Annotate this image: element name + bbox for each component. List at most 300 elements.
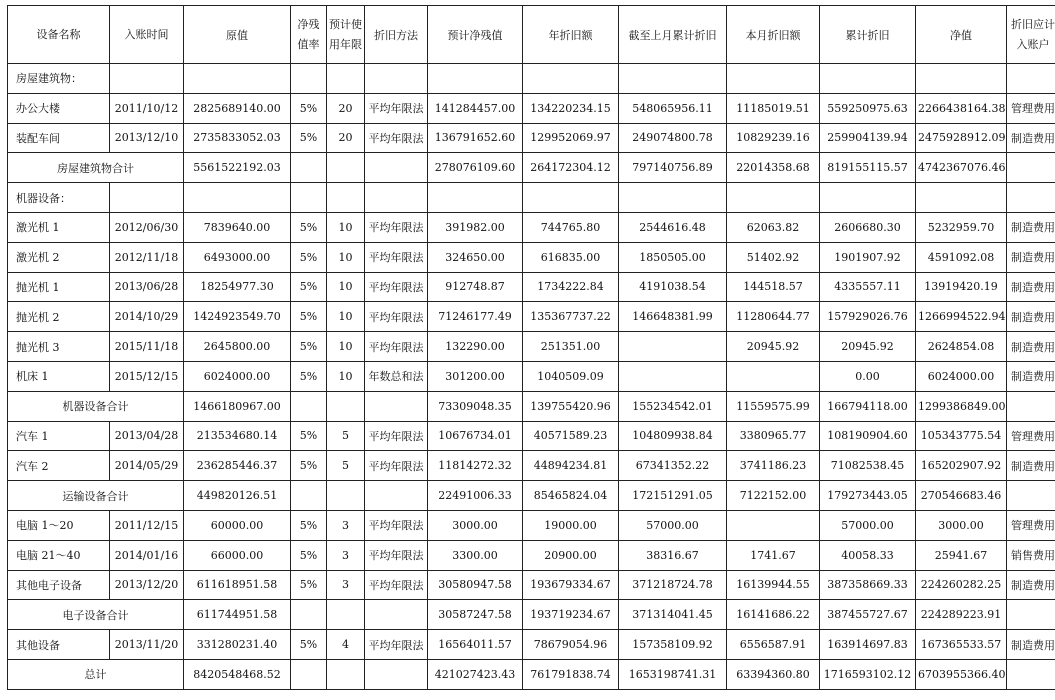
table-cell: 73309048.35	[428, 391, 523, 421]
table-cell: 139755420.96	[523, 391, 619, 421]
table-cell: 8420548468.52	[184, 659, 291, 689]
table-cell: 其他电子设备	[8, 570, 110, 600]
table-cell: 136791652.60	[428, 123, 523, 153]
table-cell	[327, 64, 365, 94]
table-cell: 5%	[291, 302, 327, 332]
table-cell: 371314041.45	[619, 600, 727, 630]
table-cell: 2013/04/28	[110, 421, 184, 451]
table-cell: 2014/10/29	[110, 302, 184, 332]
header-cell: 折旧方法	[365, 6, 428, 64]
table-cell	[523, 64, 619, 94]
table-cell: 电脑 21～40	[8, 540, 110, 570]
table-cell: 年数总和法	[365, 361, 428, 391]
table-cell: 2013/12/20	[110, 570, 184, 600]
table-cell: 1266994522.94	[916, 302, 1007, 332]
table-cell	[1007, 391, 1055, 421]
header-cell: 预计使用年限	[327, 6, 365, 64]
table-cell: 7122152.00	[727, 481, 820, 511]
header-cell: 本月折旧额	[727, 6, 820, 64]
table-cell: 5%	[291, 332, 327, 362]
table-cell	[820, 64, 916, 94]
table-cell: 19000.00	[523, 510, 619, 540]
table-cell: 819155115.57	[820, 153, 916, 183]
table-cell: 67341352.22	[619, 451, 727, 481]
table-cell: 18254977.30	[184, 272, 291, 302]
table-cell: 2011/10/12	[110, 93, 184, 123]
table-cell: 7839640.00	[184, 212, 291, 242]
table-cell: 制造费用	[1007, 570, 1055, 600]
table-cell: 108190904.60	[820, 421, 916, 451]
table-cell: 391982.00	[428, 212, 523, 242]
table-cell: 44894234.81	[523, 451, 619, 481]
table-cell: 1040509.09	[523, 361, 619, 391]
table-cell: 2606680.30	[820, 212, 916, 242]
table-cell: 汽车 1	[8, 421, 110, 451]
table-cell	[365, 391, 428, 421]
table-cell: 5%	[291, 361, 327, 391]
table-cell: 5%	[291, 630, 327, 660]
table-cell	[327, 600, 365, 630]
table-cell	[327, 659, 365, 689]
table-cell: 193679334.67	[523, 570, 619, 600]
table-cell: 16141686.22	[727, 600, 820, 630]
table-cell: 611744951.58	[184, 600, 291, 630]
table-row	[8, 332, 1055, 362]
table-cell	[365, 153, 428, 183]
table-cell: 5%	[291, 451, 327, 481]
table-cell: 157929026.76	[820, 302, 916, 332]
header-cell: 净残值率	[291, 6, 327, 64]
table-row	[8, 361, 1055, 391]
table-cell: 机器设备合计	[8, 391, 184, 421]
table-cell: 2645800.00	[184, 332, 291, 362]
table-cell: 制造费用	[1007, 242, 1055, 272]
table-cell: 270546683.46	[916, 481, 1007, 511]
table-cell: 平均年限法	[365, 242, 428, 272]
table-cell: 10	[327, 272, 365, 302]
table-cell: 5%	[291, 212, 327, 242]
table-cell: 3	[327, 540, 365, 570]
table-cell: 193719234.67	[523, 600, 619, 630]
table-cell: 155234542.01	[619, 391, 727, 421]
table-cell: 5232959.70	[916, 212, 1007, 242]
table-cell	[365, 183, 428, 213]
table-cell: 运输设备合计	[8, 481, 184, 511]
table-row	[8, 630, 1055, 660]
table-cell: 制造费用	[1007, 272, 1055, 302]
table-cell: 2013/11/20	[110, 630, 184, 660]
table-cell	[110, 64, 184, 94]
table-cell: 249074800.78	[619, 123, 727, 153]
table-cell: 10	[327, 242, 365, 272]
table-cell: 104809938.84	[619, 421, 727, 451]
table-cell: 165202907.92	[916, 451, 1007, 481]
table-cell: 1716593102.12	[820, 659, 916, 689]
table-cell	[291, 183, 327, 213]
table-cell: 5%	[291, 570, 327, 600]
table-cell	[1007, 659, 1055, 689]
table-cell: 抛光机 2	[8, 302, 110, 332]
table-cell	[327, 481, 365, 511]
table-cell: 装配车间	[8, 123, 110, 153]
table-cell: 3	[327, 510, 365, 540]
table-cell: 平均年限法	[365, 332, 428, 362]
header-row	[8, 6, 1055, 64]
table-cell: 5%	[291, 242, 327, 272]
table-cell: 236285446.37	[184, 451, 291, 481]
table-cell	[291, 391, 327, 421]
table-cell: 5%	[291, 93, 327, 123]
table-cell: 63394360.80	[727, 659, 820, 689]
table-cell: 611618951.58	[184, 570, 291, 600]
table-cell: 抛光机 3	[8, 332, 110, 362]
table-cell	[916, 183, 1007, 213]
table-cell: 66000.00	[184, 540, 291, 570]
table-cell: 40058.33	[820, 540, 916, 570]
table-cell: 4591092.08	[916, 242, 1007, 272]
table-cell: 平均年限法	[365, 510, 428, 540]
table-row	[8, 212, 1055, 242]
table-cell: 30587247.58	[428, 600, 523, 630]
table-cell: 2735833052.03	[184, 123, 291, 153]
table-cell: 2544616.48	[619, 212, 727, 242]
table-cell: 6024000.00	[916, 361, 1007, 391]
table-cell: 132290.00	[428, 332, 523, 362]
table-cell: 1901907.92	[820, 242, 916, 272]
table-cell	[619, 183, 727, 213]
table-cell: 278076109.60	[428, 153, 523, 183]
table-cell: 616835.00	[523, 242, 619, 272]
table-cell: 2012/11/18	[110, 242, 184, 272]
table-cell: 平均年限法	[365, 570, 428, 600]
table-cell	[727, 361, 820, 391]
table-cell: 105343775.54	[916, 421, 1007, 451]
table-cell: 管理费用	[1007, 510, 1055, 540]
table-cell: 387358669.33	[820, 570, 916, 600]
table-cell: 11559575.99	[727, 391, 820, 421]
table-cell: 销售费用	[1007, 540, 1055, 570]
header-cell: 设备名称	[8, 6, 110, 64]
table-cell	[365, 481, 428, 511]
table-cell: 331280231.40	[184, 630, 291, 660]
table-cell	[428, 64, 523, 94]
table-cell: 38316.67	[619, 540, 727, 570]
table-cell: 179273443.05	[820, 481, 916, 511]
table-cell: 371218724.78	[619, 570, 727, 600]
table-cell: 2825689140.00	[184, 93, 291, 123]
table-cell: 2014/05/29	[110, 451, 184, 481]
section-row	[8, 64, 1055, 94]
table-cell: 5	[327, 451, 365, 481]
table-cell: 办公大楼	[8, 93, 110, 123]
table-cell: 1424923549.70	[184, 302, 291, 332]
table-cell: 5%	[291, 510, 327, 540]
table-cell: 平均年限法	[365, 421, 428, 451]
table-cell: 5%	[291, 272, 327, 302]
table-cell: 166794118.00	[820, 391, 916, 421]
table-cell: 60000.00	[184, 510, 291, 540]
table-cell	[727, 510, 820, 540]
table-cell	[820, 183, 916, 213]
table-cell: 71082538.45	[820, 451, 916, 481]
table-cell	[619, 64, 727, 94]
table-cell: 0.00	[820, 361, 916, 391]
table-cell: 3	[327, 570, 365, 600]
table-cell	[365, 600, 428, 630]
table-cell	[428, 183, 523, 213]
table-cell: 20900.00	[523, 540, 619, 570]
table-cell: 761791838.74	[523, 659, 619, 689]
table-cell: 1734222.84	[523, 272, 619, 302]
table-cell: 3300.00	[428, 540, 523, 570]
table-cell	[365, 659, 428, 689]
table-cell: 平均年限法	[365, 272, 428, 302]
table-cell: 制造费用	[1007, 630, 1055, 660]
table-cell	[184, 64, 291, 94]
table-cell: 1466180967.00	[184, 391, 291, 421]
table-cell: 总计	[8, 659, 184, 689]
table-cell	[1007, 600, 1055, 630]
table-cell: 4	[327, 630, 365, 660]
table-cell: 2266438164.38	[916, 93, 1007, 123]
subtotal-row	[8, 481, 1055, 511]
table-cell: 5	[327, 421, 365, 451]
table-cell	[1007, 153, 1055, 183]
table-cell: 6493000.00	[184, 242, 291, 272]
table-cell: 172151291.05	[619, 481, 727, 511]
table-cell: 25941.67	[916, 540, 1007, 570]
table-cell: 251351.00	[523, 332, 619, 362]
subtotal-row	[8, 391, 1055, 421]
table-cell	[523, 183, 619, 213]
table-cell: 157358109.92	[619, 630, 727, 660]
table-cell: 40571589.23	[523, 421, 619, 451]
table-cell: 134220234.15	[523, 93, 619, 123]
table-row	[8, 302, 1055, 332]
table-cell: 548065956.11	[619, 93, 727, 123]
table-cell: 5%	[291, 540, 327, 570]
table-row	[8, 123, 1055, 153]
table-body	[8, 64, 1055, 690]
table-cell: 224289223.91	[916, 600, 1007, 630]
table-cell: 管理费用	[1007, 93, 1055, 123]
table-cell: 85465824.04	[523, 481, 619, 511]
table-cell: 2014/01/16	[110, 540, 184, 570]
table-cell	[110, 183, 184, 213]
table-cell: 其他设备	[8, 630, 110, 660]
table-cell: 10829239.16	[727, 123, 820, 153]
table-cell: 387455727.67	[820, 600, 916, 630]
table-row	[8, 421, 1055, 451]
table-cell: 324650.00	[428, 242, 523, 272]
table-cell: 144518.57	[727, 272, 820, 302]
table-cell: 平均年限法	[365, 540, 428, 570]
table-cell: 制造费用	[1007, 302, 1055, 332]
header-cell: 入账时间	[110, 6, 184, 64]
table-cell: 房屋建筑物合计	[8, 153, 184, 183]
table-cell: 11185019.51	[727, 93, 820, 123]
table-cell: 平均年限法	[365, 630, 428, 660]
table-cell	[184, 183, 291, 213]
table-cell: 301200.00	[428, 361, 523, 391]
table-cell: 房屋建筑物：	[8, 64, 110, 94]
table-row	[8, 451, 1055, 481]
table-cell	[727, 64, 820, 94]
table-cell: 912748.87	[428, 272, 523, 302]
table-cell: 22491006.33	[428, 481, 523, 511]
table-cell: 71246177.49	[428, 302, 523, 332]
table-cell: 6703955366.40	[916, 659, 1007, 689]
table-cell: 6556587.91	[727, 630, 820, 660]
header-cell: 年折旧额	[523, 6, 619, 64]
table-cell: 224260282.25	[916, 570, 1007, 600]
header-cell: 截至上月累计折旧	[619, 6, 727, 64]
table-cell: 3380965.77	[727, 421, 820, 451]
header-cell: 累计折旧	[820, 6, 916, 64]
table-cell: 5%	[291, 421, 327, 451]
table-cell: 10	[327, 332, 365, 362]
table-cell: 22014358.68	[727, 153, 820, 183]
table-cell	[619, 332, 727, 362]
table-row	[8, 93, 1055, 123]
table-cell: 1741.67	[727, 540, 820, 570]
table-row	[8, 510, 1055, 540]
table-cell: 16139944.55	[727, 570, 820, 600]
table-cell	[291, 64, 327, 94]
table-cell: 421027423.43	[428, 659, 523, 689]
table-cell: 20	[327, 123, 365, 153]
table-cell: 259904139.94	[820, 123, 916, 153]
subtotal-row	[8, 600, 1055, 630]
header-cell: 净值	[916, 6, 1007, 64]
header-cell: 预计净残值	[428, 6, 523, 64]
table-cell: 163914697.83	[820, 630, 916, 660]
table-cell	[327, 391, 365, 421]
table-cell: 10	[327, 212, 365, 242]
table-cell: 30580947.58	[428, 570, 523, 600]
table-cell: 1850505.00	[619, 242, 727, 272]
table-cell: 平均年限法	[365, 451, 428, 481]
table-cell: 3741186.23	[727, 451, 820, 481]
table-cell: 10	[327, 302, 365, 332]
table-cell: 电子设备合计	[8, 600, 184, 630]
table-cell: 5561522192.03	[184, 153, 291, 183]
table-cell: 141284457.00	[428, 93, 523, 123]
table-cell: 平均年限法	[365, 302, 428, 332]
table-cell: 激光机 1	[8, 212, 110, 242]
table-cell: 11280644.77	[727, 302, 820, 332]
table-cell: 平均年限法	[365, 212, 428, 242]
table-cell: 制造费用	[1007, 361, 1055, 391]
table-cell: 2012/06/30	[110, 212, 184, 242]
table-cell: 449820126.51	[184, 481, 291, 511]
table-cell: 2013/06/28	[110, 272, 184, 302]
table-cell: 3000.00	[428, 510, 523, 540]
table-cell: 13919420.19	[916, 272, 1007, 302]
table-cell: 机床 1	[8, 361, 110, 391]
table-cell: 2624854.08	[916, 332, 1007, 362]
table-cell	[365, 64, 428, 94]
table-cell: 4742367076.46	[916, 153, 1007, 183]
table-cell: 146648381.99	[619, 302, 727, 332]
table-cell: 电脑 1～20	[8, 510, 110, 540]
table-cell	[727, 183, 820, 213]
table-cell: 559250975.63	[820, 93, 916, 123]
table-cell: 20945.92	[727, 332, 820, 362]
table-cell: 制造费用	[1007, 123, 1055, 153]
table-cell: 797140756.89	[619, 153, 727, 183]
table-cell: 平均年限法	[365, 93, 428, 123]
table-cell: 制造费用	[1007, 332, 1055, 362]
table-cell: 1299386849.00	[916, 391, 1007, 421]
table-cell: 管理费用	[1007, 421, 1055, 451]
header-cell: 折旧应计入账户	[1007, 6, 1055, 64]
subtotal-row	[8, 153, 1055, 183]
table-cell: 744765.80	[523, 212, 619, 242]
table-cell: 2015/11/18	[110, 332, 184, 362]
table-cell	[291, 659, 327, 689]
table-cell: 2475928912.09	[916, 123, 1007, 153]
table-cell: 抛光机 1	[8, 272, 110, 302]
table-cell: 1653198741.31	[619, 659, 727, 689]
table-cell: 3000.00	[916, 510, 1007, 540]
table-cell: 制造费用	[1007, 451, 1055, 481]
table-cell: 6024000.00	[184, 361, 291, 391]
table-cell	[291, 600, 327, 630]
table-cell	[1007, 183, 1055, 213]
section-row	[8, 183, 1055, 213]
table-cell: 20945.92	[820, 332, 916, 362]
table-cell	[619, 361, 727, 391]
table-cell: 2011/12/15	[110, 510, 184, 540]
table-cell: 汽车 2	[8, 451, 110, 481]
table-row	[8, 570, 1055, 600]
table-cell	[291, 153, 327, 183]
table-cell: 62063.82	[727, 212, 820, 242]
subtotal-row	[8, 659, 1055, 689]
table-cell: 4335557.11	[820, 272, 916, 302]
table-cell	[327, 153, 365, 183]
table-cell: 135367737.22	[523, 302, 619, 332]
table-cell: 129952069.97	[523, 123, 619, 153]
table-cell: 2015/12/15	[110, 361, 184, 391]
depreciation-table	[7, 5, 1055, 690]
table-cell: 16564011.57	[428, 630, 523, 660]
table-cell	[1007, 64, 1055, 94]
table-cell: 264172304.12	[523, 153, 619, 183]
table-cell: 4191038.54	[619, 272, 727, 302]
table-cell: 平均年限法	[365, 123, 428, 153]
table-cell	[916, 64, 1007, 94]
table-cell: 51402.92	[727, 242, 820, 272]
table-row	[8, 272, 1055, 302]
table-cell: 10	[327, 361, 365, 391]
header-cell: 原值	[184, 6, 291, 64]
table-row	[8, 540, 1055, 570]
table-cell: 机器设备：	[8, 183, 110, 213]
table-cell	[1007, 481, 1055, 511]
table-cell: 78679054.96	[523, 630, 619, 660]
table-cell: 20	[327, 93, 365, 123]
table-cell: 激光机 2	[8, 242, 110, 272]
table-cell: 167365533.57	[916, 630, 1007, 660]
table-cell: 2013/12/10	[110, 123, 184, 153]
table-row	[8, 242, 1055, 272]
table-cell: 10676734.01	[428, 421, 523, 451]
table-cell: 57000.00	[820, 510, 916, 540]
table-cell: 213534680.14	[184, 421, 291, 451]
table-cell	[291, 481, 327, 511]
